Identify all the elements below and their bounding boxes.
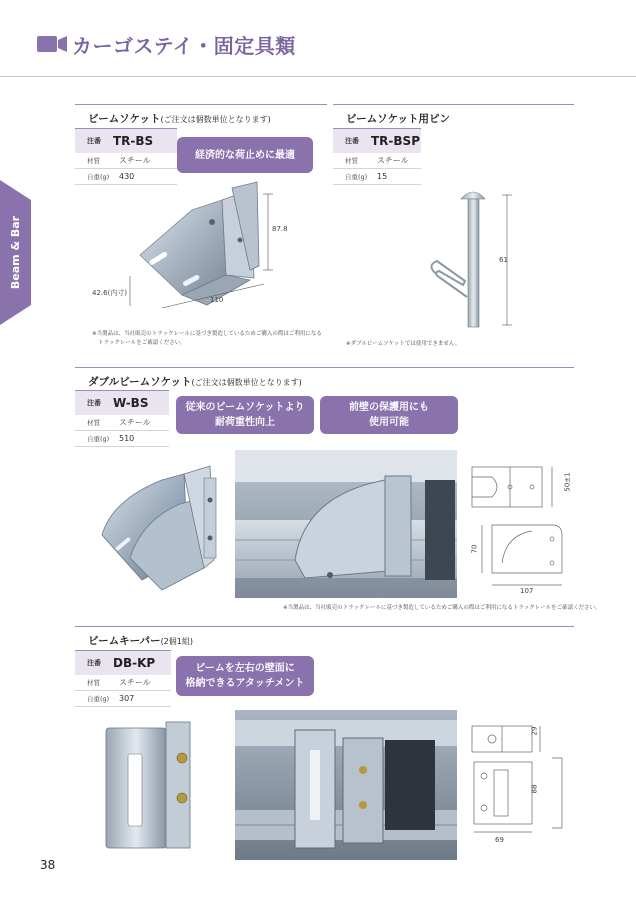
product-code: TR-BSP [371, 134, 420, 148]
product-code: DB-KP [113, 656, 156, 670]
footnote-w-bs: ※当製品は、当社販売のトラックレールに基づき製造しているためご購入の際はご利用になるトラックレールをご確認ください。 [283, 605, 601, 611]
beam-keeper-drawing [462, 718, 577, 843]
dimension-3: 69 [495, 836, 504, 844]
section-title-tr-bsp: ビームソケット用ピン [346, 113, 450, 125]
section-title-w-bs: ダブルビームソケット(ご注文は個数単位となります) [88, 376, 302, 388]
product-code: TR-BS [113, 134, 154, 148]
video-camera-icon [37, 36, 67, 52]
section-title-db-kp: ビームキーパー(2個1組) [88, 635, 193, 647]
dimension-height: 87.8 [272, 225, 288, 233]
section-rule [75, 367, 574, 368]
spec-table-w-bs: 注番 W-BS 材質 スチール 自重(g) 510 [75, 390, 169, 447]
beam-keeper-installed-photo [235, 710, 457, 860]
page-title: カーゴステイ・固定具類 [72, 34, 296, 58]
feature-badge: ビームを左右の壁面に 格納できるアタッチメント [176, 656, 314, 696]
double-socket-photo [92, 460, 232, 595]
header-divider [0, 76, 636, 77]
section-title-tr-bs: ビームソケット(ご注文は個数単位となります) [88, 113, 271, 125]
footnote-tr-bs: ※当製品は、当社販売のトラックレールに基づき製造しているためご購入の際はご利用になる トラックレールをご確認ください。 [92, 331, 322, 346]
spec-table-tr-bsp: 注番 TR-BSP 材質 スチール 自重(g) 15 [333, 128, 421, 185]
socket-pin-photo [425, 185, 525, 330]
section-rule [333, 104, 574, 105]
dimension-2: 70 [470, 544, 479, 554]
feature-badge-2: 前壁の保護用にも 使用可能 [320, 396, 458, 434]
side-tab [0, 180, 31, 325]
footnote-tr-bsp: ※ダブルビームソケットでは使用できません。 [346, 341, 461, 347]
feature-badge: 経済的な荷止めに最適 [177, 137, 313, 173]
dimension-3: 107 [520, 587, 534, 595]
section-rule [75, 626, 574, 627]
section-rule [75, 104, 327, 105]
feature-badge-1: 従来のビームソケットより 耐荷重性向上 [176, 396, 314, 434]
dimension-width: 110 [210, 296, 224, 304]
side-tab-label: Beam & Bar [9, 215, 22, 290]
beam-keeper-photo [100, 718, 210, 858]
double-socket-installed-photo [235, 450, 457, 598]
dimension-inner: 42.6(内寸) [92, 289, 128, 297]
spec-table-tr-bs: 注番 TR-BS 材質 スチール 自重(g) 430 [75, 128, 177, 185]
product-code: W-BS [113, 396, 149, 410]
dimension-length: 61 [499, 256, 508, 264]
dimension-2: 88 [530, 784, 539, 794]
dimension-1: 50±1 [563, 472, 572, 492]
page-number: 38 [40, 858, 56, 872]
dimension-1: 29 [530, 726, 539, 736]
spec-table-db-kp: 注番 DB-KP 材質 スチール 自重(g) 307 [75, 650, 171, 707]
